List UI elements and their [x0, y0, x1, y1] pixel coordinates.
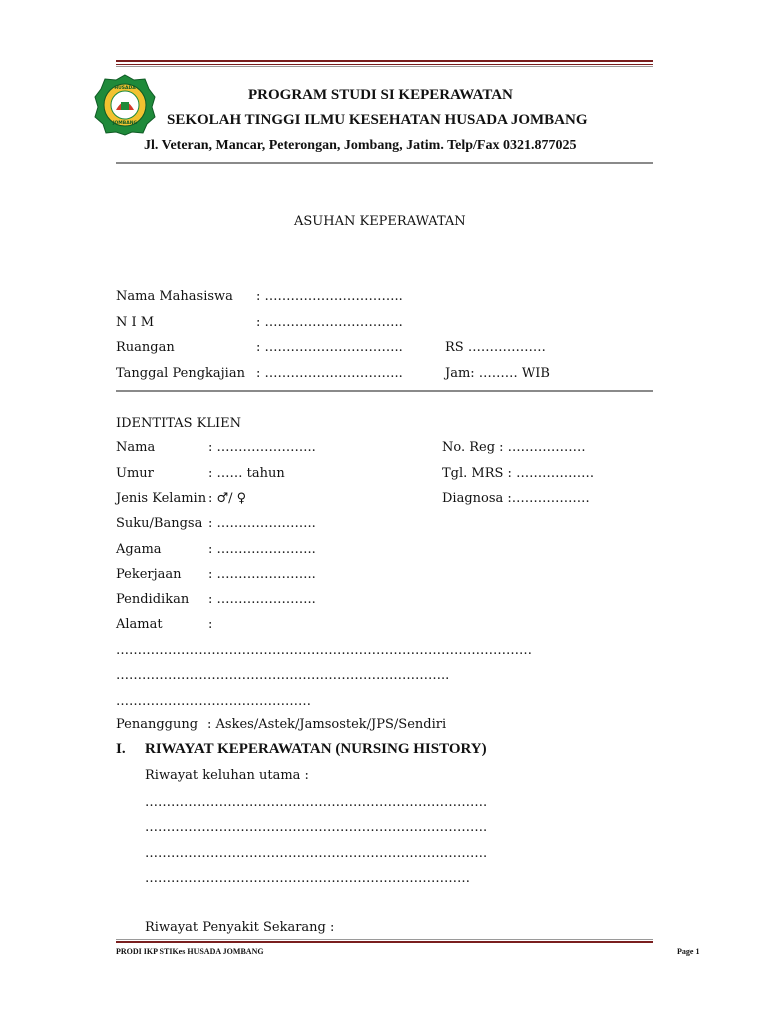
tanggal-pengkajian-field[interactable]: : ………………………….. — [256, 366, 403, 381]
ruangan-label: Ruangan — [116, 340, 175, 355]
agama-label: Agama — [116, 542, 162, 557]
rs-field[interactable]: RS ……………… — [445, 340, 546, 355]
school-address: Jl. Veteran, Mancar, Peterongan, Jombang, Jatim. Telp/Fax 0321.877025 — [144, 138, 577, 153]
school-name: SEKOLAH TINGGI ILMU KESEHATAN HUSADA JOMBANG — [167, 112, 588, 128]
top-rule-thin — [116, 64, 653, 65]
alamat-label: Alamat — [116, 617, 163, 632]
pekerjaan-label: Pekerjaan — [116, 567, 182, 582]
footer-left: PRODI IKP STIKes HUSADA JOMBANG — [116, 947, 264, 956]
keluhan-line-3[interactable]: ……………………………………………………………………. — [145, 846, 488, 861]
jenis-kelamin-label: Jenis Kelamin — [116, 491, 207, 506]
section-number: I. — [116, 741, 126, 757]
logo-text-bottom: JOMBANG — [112, 121, 138, 126]
school-logo — [94, 74, 156, 136]
umur-field[interactable]: : …… tahun — [208, 466, 285, 481]
nama-mahasiswa-label: Nama Mahasiswa — [116, 289, 233, 304]
pekerjaan-field[interactable]: : ………………….. — [208, 567, 316, 582]
tgl-mrs-field[interactable]: Tgl. MRS : ……………… — [442, 466, 595, 481]
pendidikan-label: Pendidikan — [116, 592, 190, 607]
jam-field[interactable]: Jam: ……… WIB — [445, 366, 550, 381]
nim-field[interactable]: : ………………………….. — [256, 315, 403, 330]
tanggal-pengkajian-label: Tanggal Pengkajian — [116, 366, 245, 381]
penanggung-label: Penanggung — [116, 717, 199, 732]
alamat-line-3[interactable]: ……………………………………… — [116, 694, 311, 709]
nama-mahasiswa-field[interactable]: : ………………………….. — [256, 289, 403, 304]
document-title: ASUHAN KEPERAWATAN — [294, 214, 466, 229]
keluhan-line-2[interactable]: ……………………………………………………………………. — [145, 820, 488, 835]
alamat-colon: : — [208, 617, 213, 632]
program-title: PROGRAM STUDI SI KEPERAWATAN — [248, 87, 513, 103]
diagnosa-field[interactable]: Diagnosa :……………… — [442, 491, 590, 506]
section-title: RIWAYAT KEPERAWATAN (NURSING HISTORY) — [145, 741, 487, 757]
logo-text-top: HUSADA — [114, 86, 136, 91]
identitas-heading: IDENTITAS KLIEN — [116, 416, 241, 431]
penyakit-sekarang-label: Riwayat Penyakit Sekarang : — [145, 920, 335, 935]
footer-rule — [116, 941, 653, 943]
nama-field[interactable]: : ………………….. — [208, 440, 316, 455]
section-rule — [116, 390, 653, 392]
jenis-kelamin-field[interactable]: : ♂/ ♀ — [208, 491, 247, 506]
alamat-line-1[interactable]: …………………………………………………………………………………… — [116, 643, 532, 658]
suku-bangsa-field[interactable]: : ………………….. — [208, 516, 316, 531]
keluhan-utama-label: Riwayat keluhan utama : — [145, 768, 309, 783]
penanggung-field[interactable]: : Askes/Astek/Jamsostek/JPS/Sendiri — [207, 717, 447, 732]
keluhan-line-4[interactable]: ………………………………………………………………… — [145, 871, 470, 886]
header-rule — [116, 162, 653, 164]
keluhan-line-1[interactable]: ……………………………………………………………………. — [145, 795, 488, 810]
pendidikan-field[interactable]: : ………………….. — [208, 592, 316, 607]
nim-label: N I M — [116, 315, 155, 330]
page-number: Page 1 — [677, 947, 700, 956]
noreg-field[interactable]: No. Reg : ……………… — [442, 440, 586, 455]
umur-label: Umur — [116, 466, 154, 481]
top-rule-grey — [116, 66, 653, 67]
top-rule — [116, 60, 653, 62]
agama-field[interactable]: : ………………….. — [208, 542, 316, 557]
suku-bangsa-label: Suku/Bangsa — [116, 516, 203, 531]
alamat-line-2[interactable]: ………………………………………………………………….. — [116, 668, 450, 683]
nama-label: Nama — [116, 440, 156, 455]
ruangan-field[interactable]: : ………………………….. — [256, 340, 403, 355]
footer-rule-grey — [116, 939, 653, 940]
